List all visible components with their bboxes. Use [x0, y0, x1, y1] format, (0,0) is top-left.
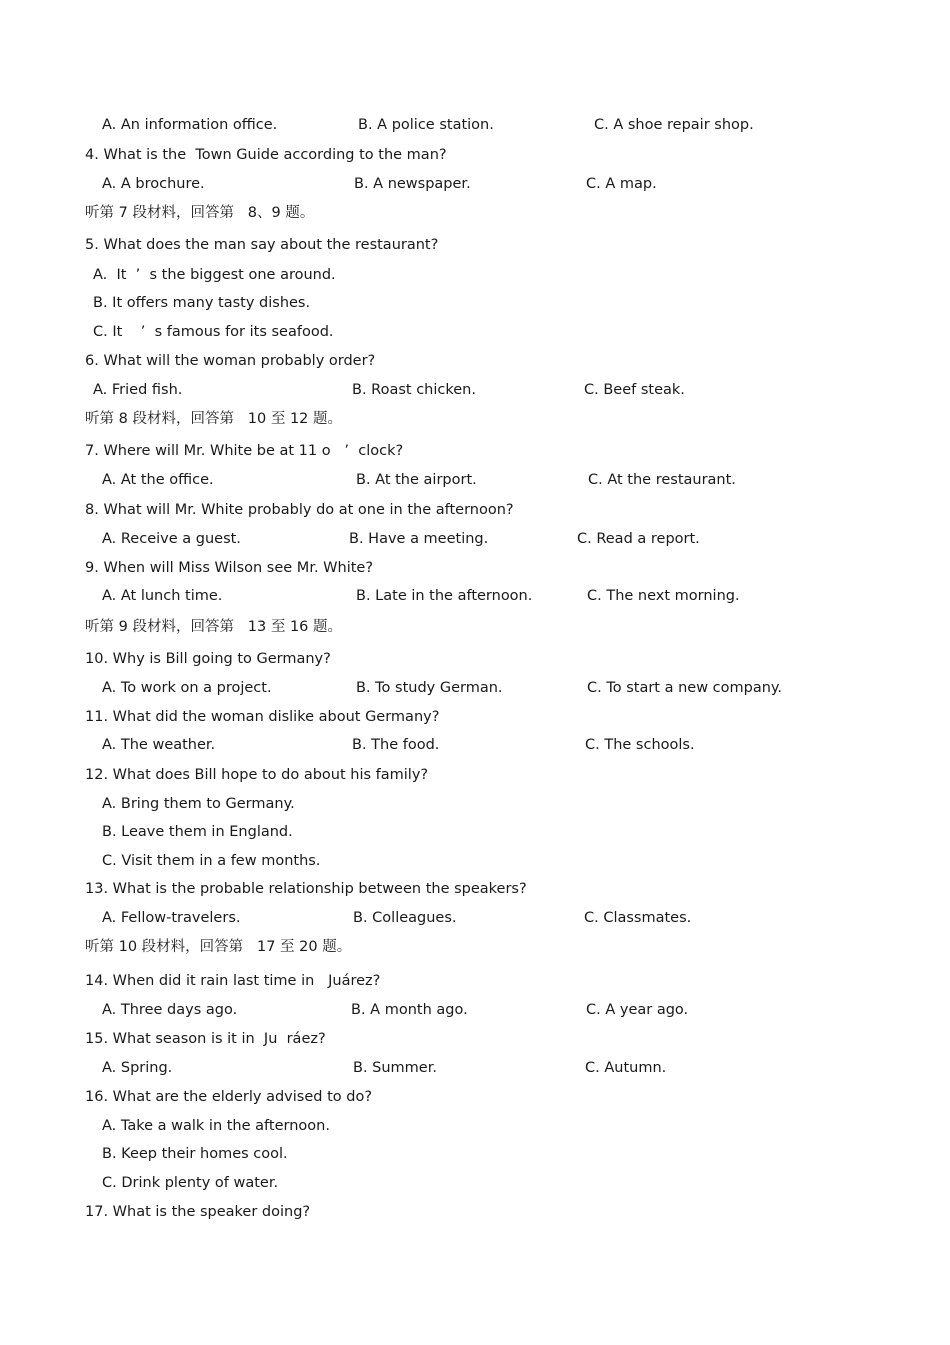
text-item: A. It ’ s the biggest one around.: [93, 267, 336, 283]
text-line: [0, 677, 950, 699]
text-item: 听第 8 段材料，回答第 10 至 12 题。: [85, 411, 342, 427]
text-item: B. It offers many tasty dishes.: [93, 295, 311, 311]
text-line: [0, 1028, 950, 1050]
text-item: 听第 7 段材料，回答第 8、9 题。: [85, 205, 315, 221]
text-item: A. Take a walk in the afternoon.: [102, 1118, 330, 1134]
answer-option: A. An information office.: [102, 117, 278, 133]
answer-option: B. The food.: [352, 737, 440, 753]
text-line: [0, 528, 950, 550]
text-item: C. Drink plenty of water.: [102, 1175, 279, 1191]
text-line: [0, 202, 950, 224]
text-item: 8. What will Mr. White probably do at one in the afternoon?: [85, 502, 514, 518]
text-item: 17. What is the speaker doing?: [85, 1204, 311, 1220]
text-line: [0, 350, 950, 372]
text-line: [0, 408, 950, 430]
text-item: B. Keep their homes cool.: [102, 1146, 288, 1162]
text-line: [0, 173, 950, 195]
text-line: [0, 907, 950, 929]
text-line: [0, 878, 950, 900]
answer-option: B. A police station.: [358, 117, 494, 133]
text-line: [0, 999, 950, 1021]
answer-option: A. Receive a guest.: [102, 531, 241, 547]
text-line: [0, 1115, 950, 1137]
answer-option: A. A brochure.: [102, 176, 205, 192]
answer-option: C. The next morning.: [587, 588, 740, 604]
answer-option: A. Fried fish.: [93, 382, 183, 398]
text-item: 听第 9 段材料，回答第 13 至 16 题。: [85, 619, 342, 635]
answer-option: B. At the airport.: [356, 472, 477, 488]
text-item: C. Visit them in a few months.: [102, 853, 321, 869]
answer-option: A. Three days ago.: [102, 1002, 238, 1018]
answer-option: C. The schools.: [585, 737, 695, 753]
answer-option: C. A map.: [586, 176, 657, 192]
text-item: 9. When will Miss Wilson see Mr. White?: [85, 560, 374, 576]
text-item: 13. What is the probable relationship between the speakers?: [85, 881, 527, 897]
answer-option: B. Colleagues.: [353, 910, 457, 926]
answer-option: C. Autumn.: [585, 1060, 667, 1076]
text-line: [0, 616, 950, 638]
text-line: [0, 557, 950, 579]
text-item: 10. Why is Bill going to Germany?: [85, 651, 331, 667]
answer-option: C. Read a report.: [577, 531, 700, 547]
text-line: [0, 379, 950, 401]
text-item: 4. What is the Town Guide according to the man?: [85, 147, 447, 163]
text-item: 6. What will the woman probably order?: [85, 353, 376, 369]
answer-option: A. Spring.: [102, 1060, 173, 1076]
text-line: [0, 469, 950, 491]
text-line: [0, 1143, 950, 1165]
answer-option: A. At the office.: [102, 472, 214, 488]
text-item: 16. What are the elderly advised to do?: [85, 1089, 373, 1105]
text-item: 7. Where will Mr. White be at 11 o ’ clock?: [85, 443, 404, 459]
answer-option: C. Beef steak.: [584, 382, 685, 398]
text-line: [0, 114, 950, 136]
answer-option: B. A month ago.: [351, 1002, 468, 1018]
text-line: [0, 936, 950, 958]
answer-option: C. At the restaurant.: [588, 472, 736, 488]
text-item: B. Leave them in England.: [102, 824, 293, 840]
text-item: C. It ’ s famous for its seafood.: [93, 324, 334, 340]
text-line: [0, 1086, 950, 1108]
text-line: [0, 321, 950, 343]
text-line: [0, 850, 950, 872]
answer-option: A. To work on a project.: [102, 680, 272, 696]
text-line: [0, 648, 950, 670]
text-line: [0, 292, 950, 314]
text-item: 14. When did it rain last time in Juárez?: [85, 973, 381, 989]
text-item: 听第 10 段材料，回答第 17 至 20 题。: [85, 939, 352, 955]
answer-option: B. Summer.: [353, 1060, 437, 1076]
text-item: 12. What does Bill hope to do about his family?: [85, 767, 429, 783]
text-line: [0, 499, 950, 521]
answer-option: C. A year ago.: [586, 1002, 689, 1018]
answer-option: C. Classmates.: [584, 910, 692, 926]
text-line: [0, 440, 950, 462]
text-line: [0, 144, 950, 166]
text-line: [0, 793, 950, 815]
answer-option: B. Roast chicken.: [352, 382, 476, 398]
text-line: [0, 1201, 950, 1223]
answer-option: A. At lunch time.: [102, 588, 223, 604]
answer-option: C. A shoe repair shop.: [594, 117, 754, 133]
text-line: [0, 264, 950, 286]
text-line: [0, 706, 950, 728]
answer-option: B. A newspaper.: [354, 176, 471, 192]
text-item: 11. What did the woman dislike about Germany?: [85, 709, 440, 725]
text-item: A. Bring them to Germany.: [102, 796, 295, 812]
text-line: [0, 821, 950, 843]
text-line: [0, 970, 950, 992]
answer-option: A. Fellow-travelers.: [102, 910, 241, 926]
text-line: [0, 234, 950, 256]
answer-option: B. Late in the afternoon.: [356, 588, 533, 604]
text-item: 15. What season is it in Ju ráez?: [85, 1031, 326, 1047]
text-line: [0, 1057, 950, 1079]
text-line: [0, 1172, 950, 1194]
answer-option: A. The weather.: [102, 737, 216, 753]
text-item: 5. What does the man say about the restaurant?: [85, 237, 439, 253]
text-line: [0, 764, 950, 786]
answer-option: B. Have a meeting.: [349, 531, 489, 547]
answer-option: B. To study German.: [356, 680, 503, 696]
answer-option: C. To start a new company.: [587, 680, 783, 696]
text-line: [0, 585, 950, 607]
text-line: [0, 734, 950, 756]
